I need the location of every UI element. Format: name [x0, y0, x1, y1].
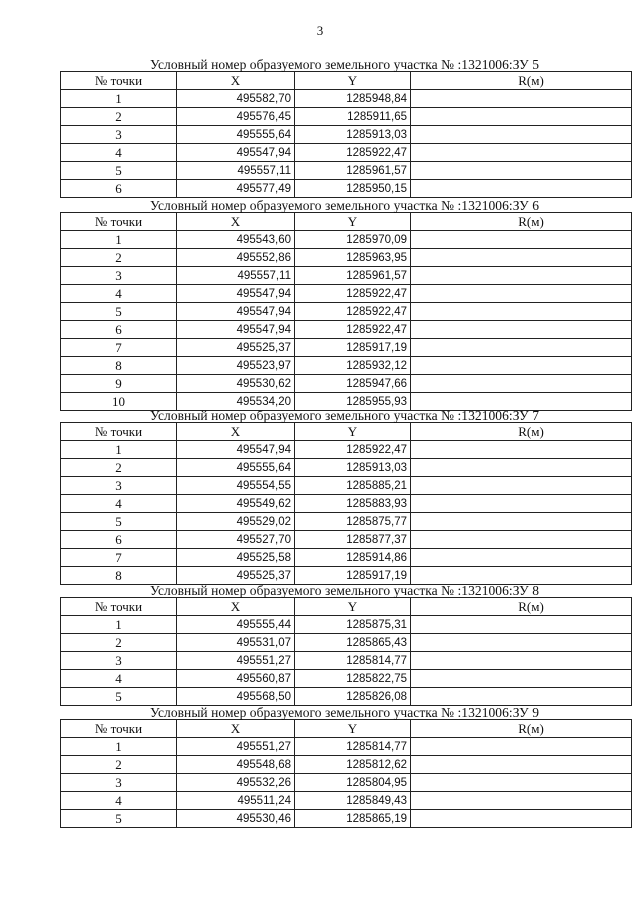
- x-coordinate: 495547,94: [177, 441, 295, 459]
- radius-cell: [411, 616, 632, 634]
- point-number: 1: [61, 90, 177, 108]
- y-coordinate: 1285955,93: [295, 393, 411, 411]
- point-number: 4: [61, 495, 177, 513]
- x-coordinate: 495551,27: [177, 652, 295, 670]
- header-x: X: [177, 598, 295, 616]
- x-coordinate: 495557,11: [177, 267, 295, 285]
- radius-cell: [411, 810, 632, 828]
- table-row: [61, 108, 632, 126]
- point-number: 6: [61, 180, 177, 198]
- table-row: [61, 738, 632, 756]
- radius-cell: [411, 738, 632, 756]
- radius-cell: [411, 495, 632, 513]
- point-number: 1: [61, 738, 177, 756]
- point-number: 2: [61, 459, 177, 477]
- y-coordinate: 1285814,77: [295, 738, 411, 756]
- y-coordinate: 1285922,47: [295, 303, 411, 321]
- point-number: 5: [61, 810, 177, 828]
- x-coordinate: 495547,94: [177, 303, 295, 321]
- coordinates-table: [60, 719, 632, 828]
- table-row: [61, 634, 632, 652]
- point-number: 2: [61, 756, 177, 774]
- point-number: 6: [61, 531, 177, 549]
- table-row: [61, 513, 632, 531]
- header-r: R(м): [411, 213, 632, 231]
- table-header-row: [61, 72, 632, 90]
- x-coordinate: 495551,27: [177, 738, 295, 756]
- coordinates-table: [60, 422, 632, 585]
- x-coordinate: 495527,70: [177, 531, 295, 549]
- y-coordinate: 1285922,47: [295, 441, 411, 459]
- y-coordinate: 1285922,47: [295, 321, 411, 339]
- y-coordinate: 1285875,77: [295, 513, 411, 531]
- table-row: [61, 357, 632, 375]
- point-number: 4: [61, 792, 177, 810]
- y-coordinate: 1285849,43: [295, 792, 411, 810]
- header-point: № точки: [61, 720, 177, 738]
- radius-cell: [411, 285, 632, 303]
- y-coordinate: 1285914,86: [295, 549, 411, 567]
- header-y: Y: [295, 720, 411, 738]
- point-number: 3: [61, 774, 177, 792]
- table-row: [61, 180, 632, 198]
- x-coordinate: 495576,45: [177, 108, 295, 126]
- x-coordinate: 495525,37: [177, 567, 295, 585]
- parcel-title: Условный номер образуемого земельного участка № :1321006:ЗУ 5: [150, 57, 540, 72]
- radius-cell: [411, 339, 632, 357]
- x-coordinate: 495530,46: [177, 810, 295, 828]
- table-row: [61, 441, 632, 459]
- parcel-title: Условный номер образуемого земельного участка № :1321006:ЗУ 9: [150, 705, 540, 720]
- point-number: 3: [61, 477, 177, 495]
- radius-cell: [411, 144, 632, 162]
- header-r: R(м): [411, 720, 632, 738]
- x-coordinate: 495577,49: [177, 180, 295, 198]
- point-number: 1: [61, 231, 177, 249]
- coordinates-table: [60, 212, 632, 411]
- header-x: X: [177, 213, 295, 231]
- y-coordinate: 1285913,03: [295, 459, 411, 477]
- x-coordinate: 495525,58: [177, 549, 295, 567]
- point-number: 8: [61, 357, 177, 375]
- point-number: 3: [61, 652, 177, 670]
- radius-cell: [411, 549, 632, 567]
- x-coordinate: 495548,68: [177, 756, 295, 774]
- radius-cell: [411, 357, 632, 375]
- y-coordinate: 1285948,84: [295, 90, 411, 108]
- y-coordinate: 1285917,19: [295, 567, 411, 585]
- header-x: X: [177, 423, 295, 441]
- x-coordinate: 495529,02: [177, 513, 295, 531]
- coordinates-table: [60, 71, 632, 198]
- table-header-row: [61, 720, 632, 738]
- y-coordinate: 1285961,57: [295, 162, 411, 180]
- point-number: 6: [61, 321, 177, 339]
- header-r: R(м): [411, 423, 632, 441]
- parcel-block-zu8: [60, 584, 613, 706]
- radius-cell: [411, 459, 632, 477]
- table-row: [61, 495, 632, 513]
- table-row: [61, 459, 632, 477]
- y-coordinate: 1285963,95: [295, 249, 411, 267]
- header-point: № точки: [61, 423, 177, 441]
- radius-cell: [411, 90, 632, 108]
- radius-cell: [411, 126, 632, 144]
- table-row: [61, 90, 632, 108]
- x-coordinate: 495531,07: [177, 634, 295, 652]
- point-number: 5: [61, 162, 177, 180]
- y-coordinate: 1285822,75: [295, 670, 411, 688]
- point-number: 5: [61, 688, 177, 706]
- radius-cell: [411, 531, 632, 549]
- table-row: [61, 652, 632, 670]
- table-row: [61, 549, 632, 567]
- radius-cell: [411, 513, 632, 531]
- table-row: [61, 688, 632, 706]
- radius-cell: [411, 231, 632, 249]
- x-coordinate: 495552,86: [177, 249, 295, 267]
- header-y: Y: [295, 423, 411, 441]
- table-row: [61, 162, 632, 180]
- point-number: 3: [61, 126, 177, 144]
- table-row: [61, 339, 632, 357]
- radius-cell: [411, 477, 632, 495]
- point-number: 2: [61, 634, 177, 652]
- y-coordinate: 1285947,66: [295, 375, 411, 393]
- y-coordinate: 1285922,47: [295, 285, 411, 303]
- x-coordinate: 495560,87: [177, 670, 295, 688]
- radius-cell: [411, 321, 632, 339]
- x-coordinate: 495534,20: [177, 393, 295, 411]
- point-number: 7: [61, 339, 177, 357]
- header-y: Y: [295, 72, 411, 90]
- y-coordinate: 1285865,19: [295, 810, 411, 828]
- y-coordinate: 1285883,93: [295, 495, 411, 513]
- header-x: X: [177, 72, 295, 90]
- header-point: № точки: [61, 598, 177, 616]
- x-coordinate: 495554,55: [177, 477, 295, 495]
- header-point: № точки: [61, 213, 177, 231]
- x-coordinate: 495525,37: [177, 339, 295, 357]
- table-header-row: [61, 213, 632, 231]
- y-coordinate: 1285812,62: [295, 756, 411, 774]
- y-coordinate: 1285826,08: [295, 688, 411, 706]
- table-row: [61, 616, 632, 634]
- table-row: [61, 375, 632, 393]
- point-number: 10: [61, 393, 177, 411]
- table-row: [61, 756, 632, 774]
- table-row: [61, 126, 632, 144]
- radius-cell: [411, 756, 632, 774]
- table-row: [61, 249, 632, 267]
- point-number: 4: [61, 285, 177, 303]
- point-number: 2: [61, 249, 177, 267]
- point-number: 4: [61, 670, 177, 688]
- table-row: [61, 810, 632, 828]
- radius-cell: [411, 108, 632, 126]
- table-header-row: [61, 423, 632, 441]
- table-row: [61, 477, 632, 495]
- radius-cell: [411, 792, 632, 810]
- radius-cell: [411, 180, 632, 198]
- parcel-block-zu6: [60, 199, 613, 411]
- radius-cell: [411, 162, 632, 180]
- x-coordinate: 495547,94: [177, 285, 295, 303]
- point-number: 1: [61, 441, 177, 459]
- y-coordinate: 1285932,12: [295, 357, 411, 375]
- point-number: 5: [61, 303, 177, 321]
- table-row: [61, 303, 632, 321]
- x-coordinate: 495568,50: [177, 688, 295, 706]
- table-row: [61, 231, 632, 249]
- x-coordinate: 495523,97: [177, 357, 295, 375]
- parcel-title: Условный номер образуемого земельного участка № :1321006:ЗУ 8: [150, 583, 540, 598]
- parcel-block-zu7: [60, 409, 613, 585]
- radius-cell: [411, 303, 632, 321]
- table-row: [61, 144, 632, 162]
- table-row: [61, 792, 632, 810]
- radius-cell: [411, 375, 632, 393]
- table-row: [61, 774, 632, 792]
- y-coordinate: 1285865,43: [295, 634, 411, 652]
- point-number: 7: [61, 549, 177, 567]
- x-coordinate: 495582,70: [177, 90, 295, 108]
- table-row: [61, 321, 632, 339]
- point-number: 8: [61, 567, 177, 585]
- header-r: R(м): [411, 72, 632, 90]
- y-coordinate: 1285814,77: [295, 652, 411, 670]
- radius-cell: [411, 567, 632, 585]
- point-number: 2: [61, 108, 177, 126]
- table-row: [61, 670, 632, 688]
- radius-cell: [411, 652, 632, 670]
- y-coordinate: 1285885,21: [295, 477, 411, 495]
- parcel-title: Условный номер образуемого земельного участка № :1321006:ЗУ 7: [150, 408, 540, 423]
- radius-cell: [411, 249, 632, 267]
- y-coordinate: 1285917,19: [295, 339, 411, 357]
- header-point: № точки: [61, 72, 177, 90]
- x-coordinate: 495511,24: [177, 792, 295, 810]
- parcel-title: Условный номер образуемого земельного участка № :1321006:ЗУ 6: [150, 198, 540, 213]
- table-row: [61, 531, 632, 549]
- radius-cell: [411, 634, 632, 652]
- y-coordinate: 1285877,37: [295, 531, 411, 549]
- x-coordinate: 495549,62: [177, 495, 295, 513]
- x-coordinate: 495543,60: [177, 231, 295, 249]
- header-x: X: [177, 720, 295, 738]
- coordinates-table: [60, 597, 632, 706]
- x-coordinate: 495530,62: [177, 375, 295, 393]
- x-coordinate: 495555,64: [177, 126, 295, 144]
- y-coordinate: 1285804,95: [295, 774, 411, 792]
- point-number: 4: [61, 144, 177, 162]
- y-coordinate: 1285922,47: [295, 144, 411, 162]
- y-coordinate: 1285913,03: [295, 126, 411, 144]
- point-number: 5: [61, 513, 177, 531]
- page-number: 3: [316, 23, 324, 38]
- table-row: [61, 267, 632, 285]
- radius-cell: [411, 670, 632, 688]
- parcel-block-zu9: [60, 706, 613, 828]
- y-coordinate: 1285961,57: [295, 267, 411, 285]
- table-row: [61, 567, 632, 585]
- x-coordinate: 495555,64: [177, 459, 295, 477]
- radius-cell: [411, 441, 632, 459]
- table-header-row: [61, 598, 632, 616]
- radius-cell: [411, 267, 632, 285]
- parcel-block-zu5: [60, 58, 613, 198]
- x-coordinate: 495557,11: [177, 162, 295, 180]
- radius-cell: [411, 774, 632, 792]
- y-coordinate: 1285875,31: [295, 616, 411, 634]
- point-number: 9: [61, 375, 177, 393]
- header-r: R(м): [411, 598, 632, 616]
- y-coordinate: 1285970,09: [295, 231, 411, 249]
- radius-cell: [411, 688, 632, 706]
- x-coordinate: 495532,26: [177, 774, 295, 792]
- x-coordinate: 495547,94: [177, 321, 295, 339]
- y-coordinate: 1285911,65: [295, 108, 411, 126]
- header-y: Y: [295, 598, 411, 616]
- y-coordinate: 1285950,15: [295, 180, 411, 198]
- point-number: 3: [61, 267, 177, 285]
- point-number: 1: [61, 616, 177, 634]
- x-coordinate: 495547,94: [177, 144, 295, 162]
- header-y: Y: [295, 213, 411, 231]
- x-coordinate: 495555,44: [177, 616, 295, 634]
- table-row: [61, 285, 632, 303]
